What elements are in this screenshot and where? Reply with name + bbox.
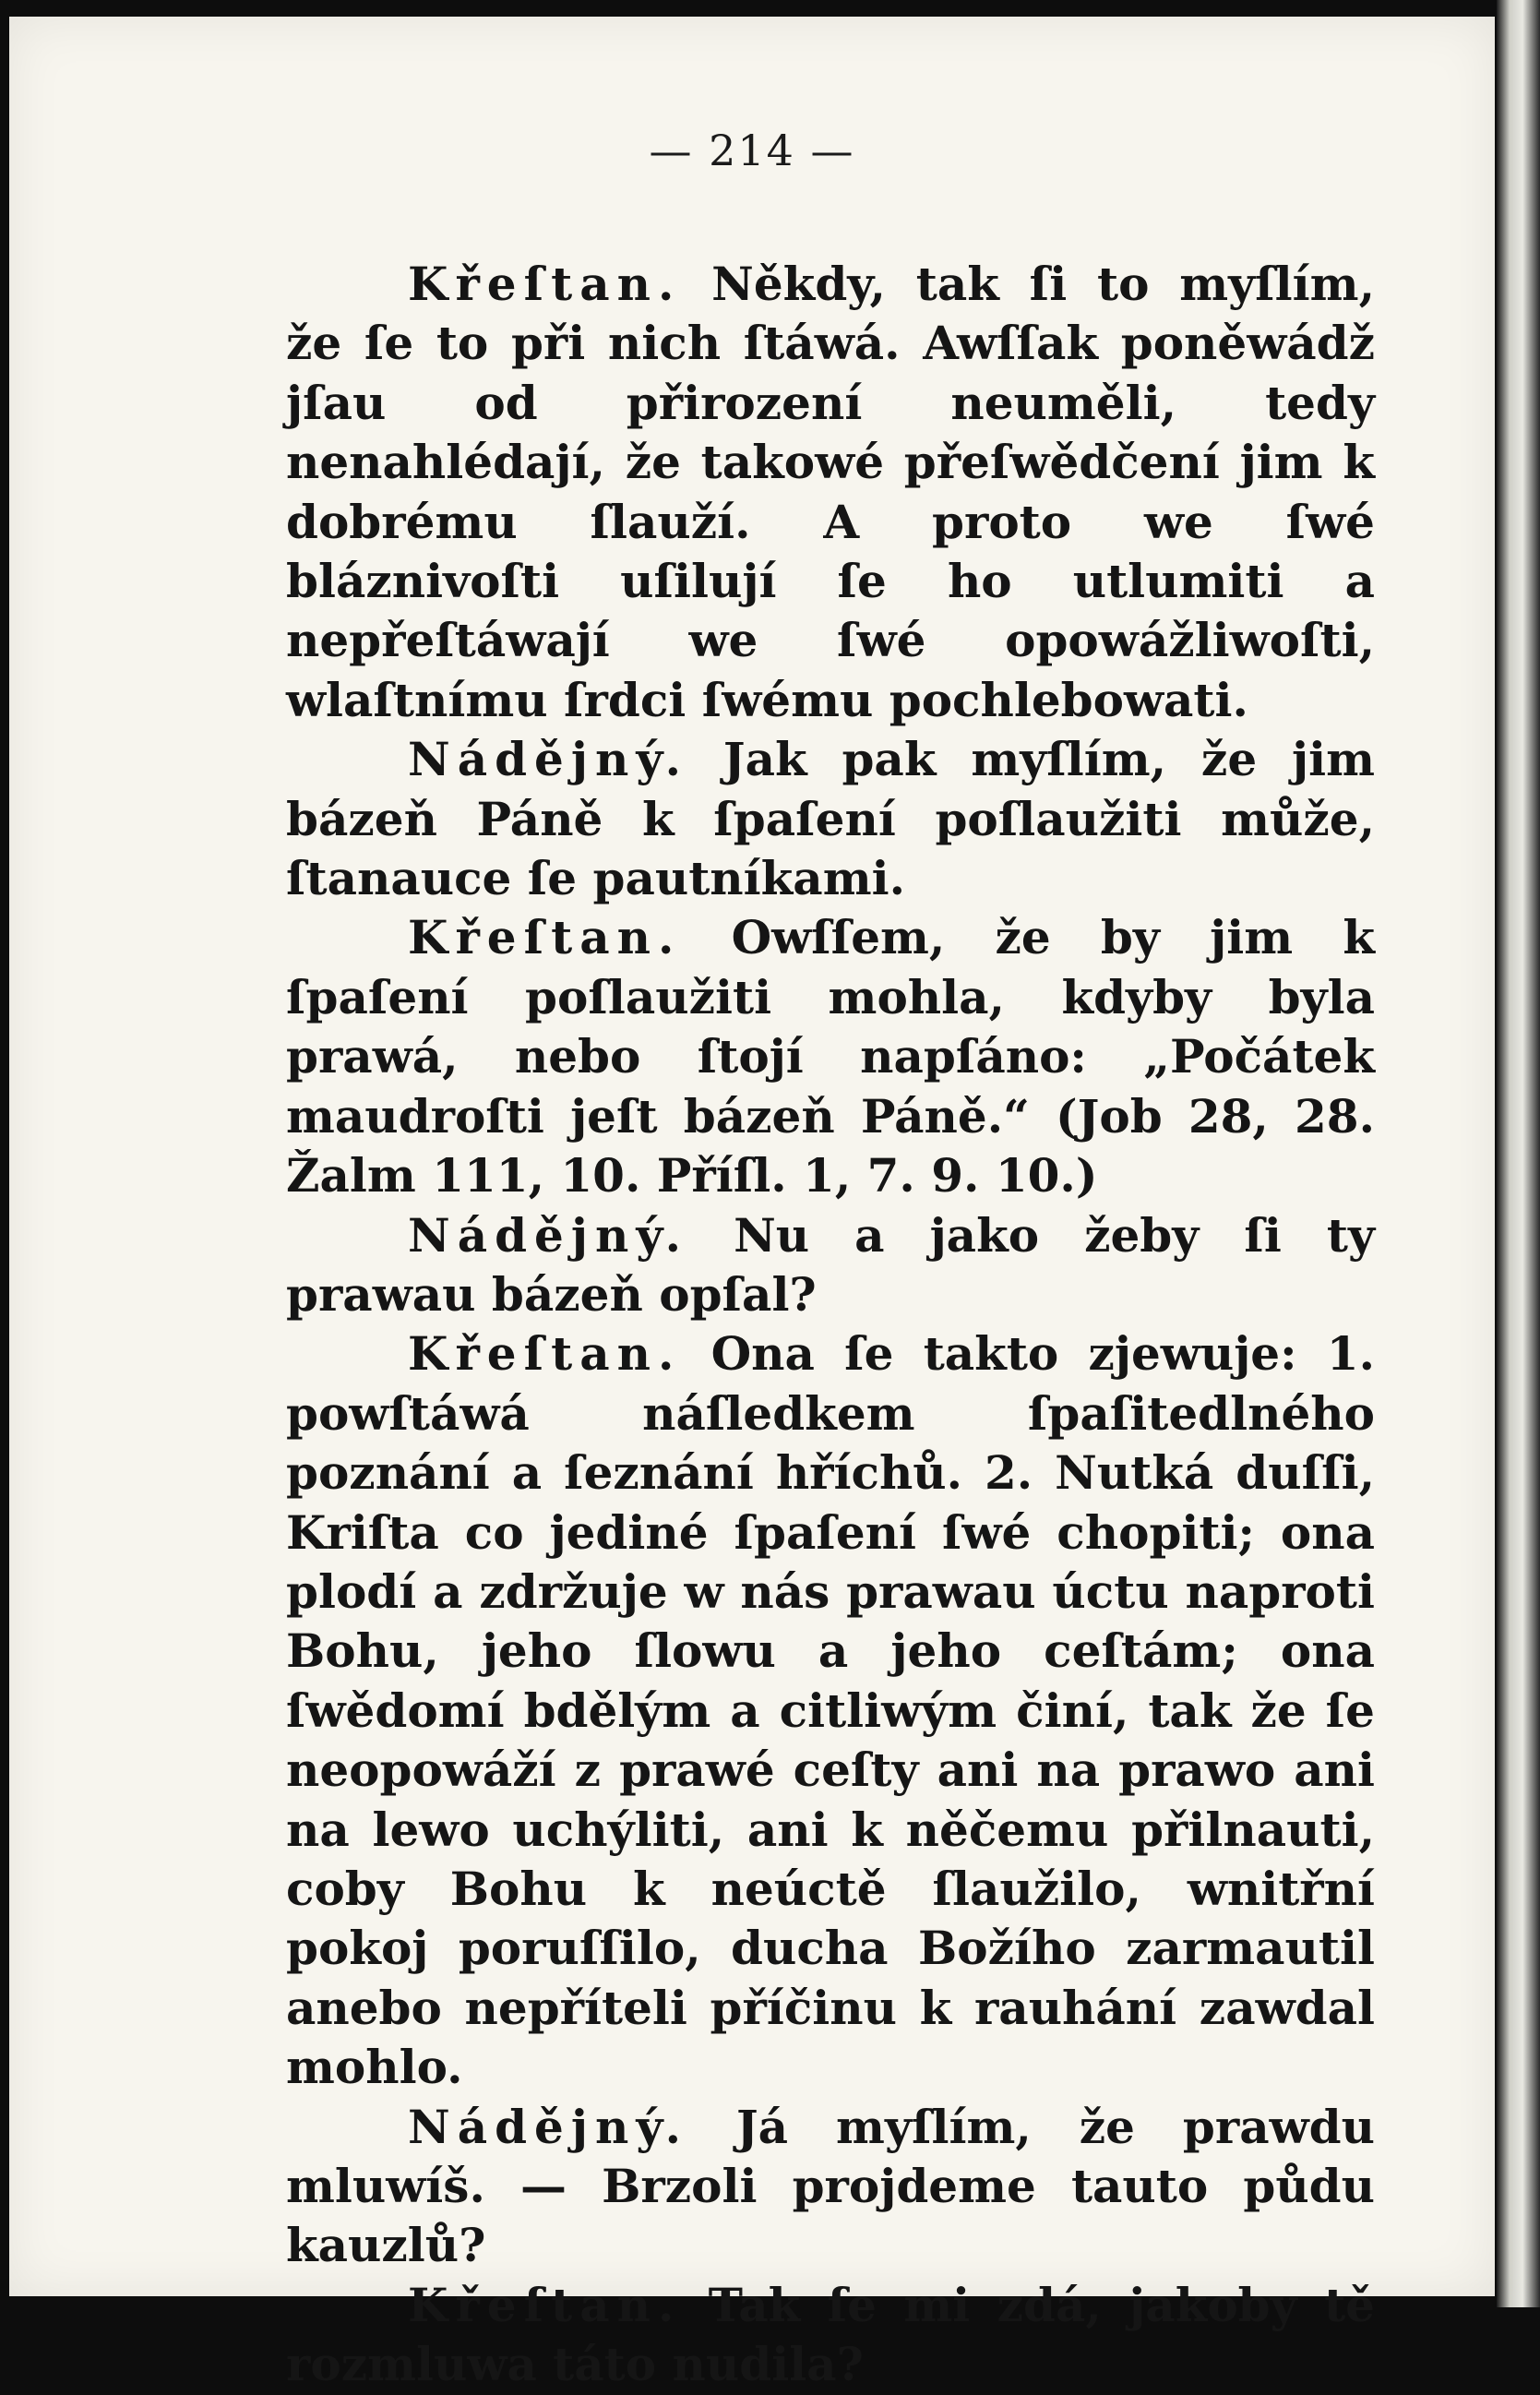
dialogue-paragraph (286, 2098, 1375, 2276)
speaker-name: Křeſtan. (408, 1326, 682, 1382)
page-number: — 214 — (649, 126, 855, 175)
dialogue-paragraph (286, 1206, 1375, 1325)
dialogue-paragraph (286, 908, 1375, 1205)
paragraph-text: Owſſem, že by jim k ſpaſení poſlaužiti mohla, kdyby byla prawá, nebo ſtojí napſáno: „Počátek maudroſti jeſt bázeň Páně.“ (Job 28, 28. Žalm 111, 10. Příſl. 1, 7. 9. 10.) (286, 910, 1375, 1203)
speaker-name: Nádějný. (408, 2099, 689, 2154)
paragraph-text: Já myſlím, že prawdu mluwíš. — Brzoli projdeme tauto půdu kauzlů? (286, 2099, 1375, 2273)
dialogue-paragraph (286, 1324, 1375, 2097)
paragraph-text: Někdy, tak ſi to myſlím, že ſe to při nich ſtáwá. Awſſak poněwádž jſau od přirození neuměli, tedy nenahlédají, že takowé přeſwědčení jim k dobrému ſlauží. A proto we ſwé bláznivoſti uſilují ſe ho utlumiti a nepřeſtáwají we ſwé opowážliwoſti, wlaſtnímu ſrdci ſwému pochlebowati. (286, 257, 1375, 727)
speaker-name: Nádějný. (408, 1207, 689, 1263)
speaker-name: Křeſtan. (408, 257, 682, 311)
speaker-name: Nádějný. (408, 732, 689, 787)
dialogue-text (286, 255, 1375, 2395)
speaker-name: Křeſtan. (408, 910, 682, 965)
adjacent-page-edge (1497, 0, 1540, 2307)
dialogue-paragraph (286, 255, 1375, 730)
paragraph-text: Nu a jako žeby ſi ty prawau bázeň opſal? (286, 1207, 1375, 1322)
paragraph-text: Tak ſe mi zdá, jakoby tě rozmluwa táto nudila? (286, 2277, 1375, 2392)
speaker-name: Křeſtan. (408, 2277, 682, 2332)
dialogue-paragraph (286, 2276, 1375, 2395)
paragraph-text: Ona ſe takto zjewuje: 1. powſtáwá náſledkem ſpaſitedlného poznání a ſeznání hříchů. 2. Nutká duſſi, Kriſta co jediné ſpaſení ſwé chopiti; ona plodí a zdržuje w nás prawau úctu naproti Bohu, jeho ſlowu a jeho ceſtám; ona ſwědomí bdělým a citliwým činí, tak že ſe neopowáží z prawé ceſty ani na prawo ani na lewo uchýliti, ani k něčemu přilnauti, coby Bohu k neúctě ſlaužilo, wnitřní pokoj poruſſilo, ducha Božího zarmautil anebo nepříteli příčinu k rauhání zawdal mohlo. (286, 1326, 1375, 2095)
book-page (9, 17, 1495, 2392)
paragraph-text: Jak pak myſlím, že jim bázeň Páně k ſpaſení poſlaužiti může, ſtanauce ſe pautníkami. (286, 732, 1375, 906)
dialogue-paragraph (286, 730, 1375, 908)
